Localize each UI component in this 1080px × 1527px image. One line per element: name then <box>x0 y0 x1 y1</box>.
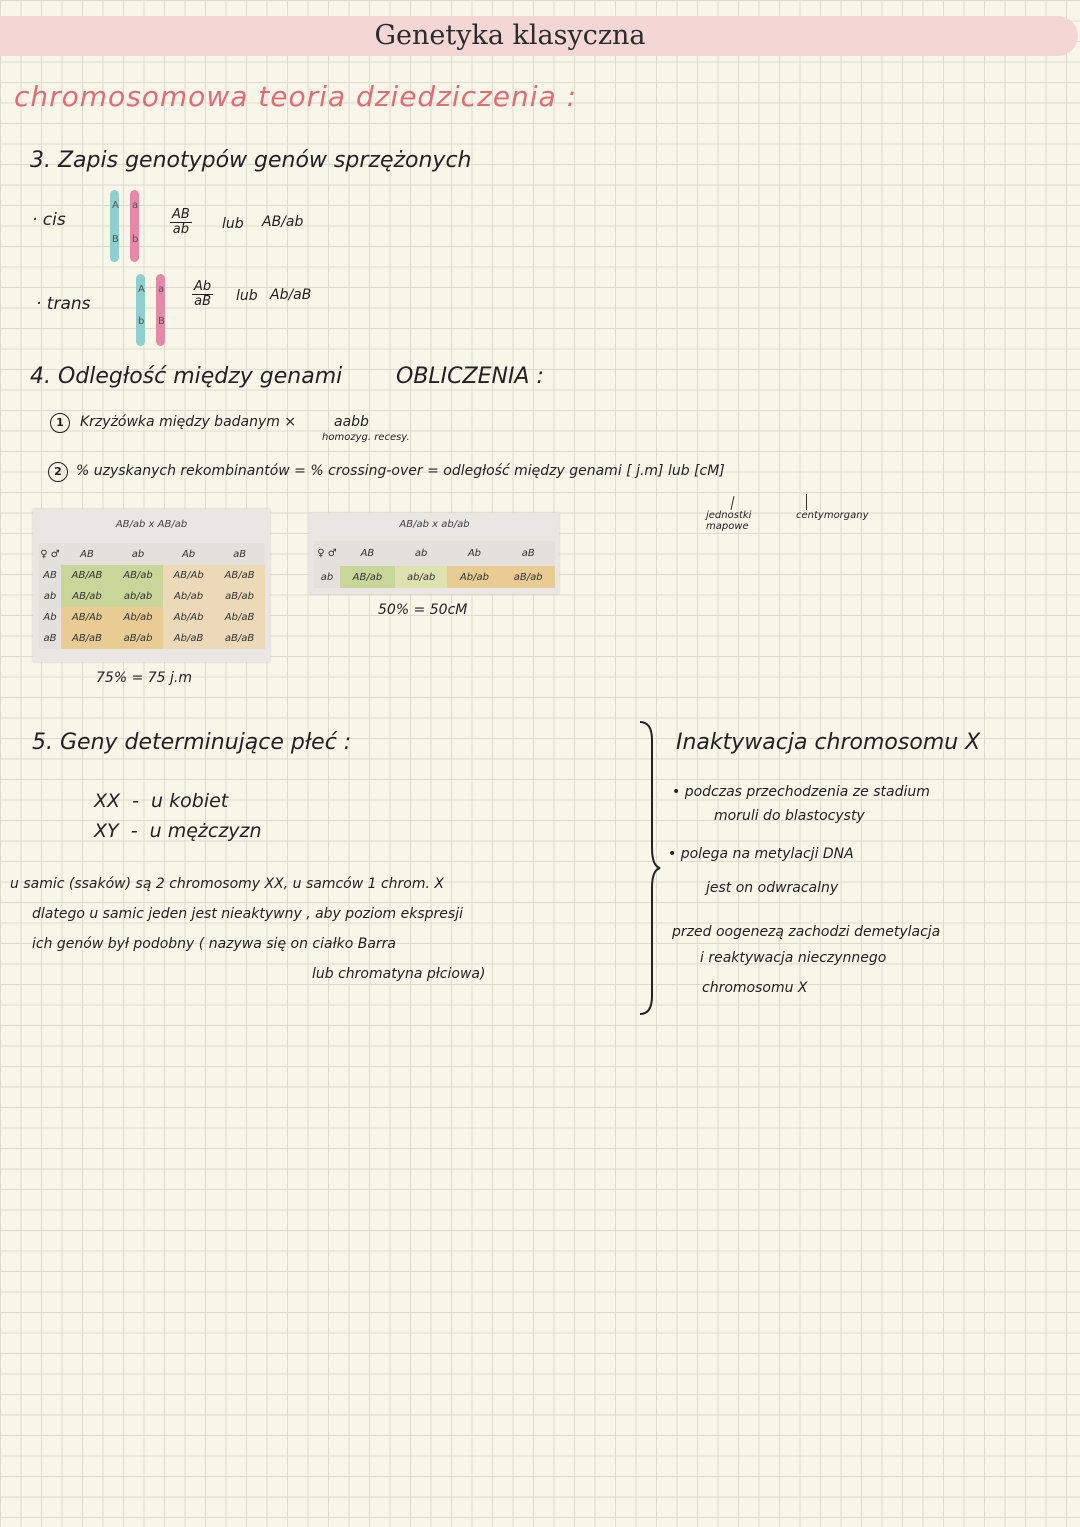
col-header: Ab <box>163 543 214 565</box>
trans-notation: Ab/aB <box>270 287 312 303</box>
section3-heading: 3. Zapis genotypów genów sprzężonych <box>30 148 472 173</box>
table-cell: AB/aB <box>214 565 265 586</box>
table-cell: aB/ab <box>214 586 265 607</box>
step1-genotype: aabb <box>334 414 369 430</box>
inactivation-para-line3: chromosomu X <box>702 980 808 996</box>
table-cell: AB/aB <box>61 628 113 649</box>
table-cell: Ab/Ab <box>163 607 214 628</box>
table-cell: Ab/ab <box>163 586 214 607</box>
inactivation-bullet2-line1: • polega na metylacji DNA <box>668 846 854 862</box>
page-title: Genetyka klasyczna <box>374 20 646 51</box>
punnett-photo-1 <box>33 509 270 662</box>
section5-heading: 5. Geny determinujące płeć : <box>32 730 352 755</box>
row-header: ab <box>314 566 340 588</box>
section4-heading: 4. Odległość między genami <box>30 364 343 389</box>
xy-line: XY - u mężczyzn <box>94 820 262 842</box>
step1-note: homozyg. recesy. <box>322 432 410 443</box>
cis-label: · cis <box>32 210 66 230</box>
row-header: Ab <box>39 607 61 628</box>
inactivation-para-line1: przed oogenezą zachodzi demetylacja <box>672 924 941 940</box>
allele: A <box>112 200 119 211</box>
table-cell: aB/ab <box>113 628 163 649</box>
col-header: ab <box>113 543 163 565</box>
inactivation-para-line2: i reaktywacja nieczynnego <box>700 950 887 966</box>
annotation-map-units: jednostki mapowe <box>706 510 752 532</box>
table-cell: aB/ab <box>501 566 555 588</box>
punnett-photo-2 <box>310 513 559 594</box>
table-cell: AB/Ab <box>163 565 214 586</box>
punnett-title: AB/ab x ab/ab <box>399 519 470 530</box>
allele: a <box>158 284 165 295</box>
trans-lub: lub <box>236 288 258 304</box>
punnett-table-2 <box>314 541 555 588</box>
table1-result: 75% = 75 j.m <box>96 670 192 686</box>
annotation-line <box>731 496 735 510</box>
step1-number: 1 <box>50 413 70 433</box>
row-header: aB <box>39 628 61 649</box>
cis-lub: lub <box>222 216 244 232</box>
section5-para-line1: u samic (ssaków) są 2 chromosomy XX, u samców 1 chrom. X <box>10 876 444 892</box>
cis-notation: AB/ab <box>262 214 304 230</box>
table2-result: 50% = 50cM <box>378 602 468 618</box>
section5-para-line3: ich genów był podobny ( nazywa się on ciałko Barra <box>32 936 396 952</box>
col-header: AB <box>61 543 113 565</box>
col-header: aB <box>501 541 555 566</box>
xx-line: XX - u kobiet <box>94 790 229 812</box>
cis-chromosome-pair <box>106 186 146 266</box>
annotation-centimorgans: centymorgany <box>796 510 869 521</box>
inactivation-bullet1-line2: moruli do blastocysty <box>714 808 865 824</box>
trans-fraction: $\frac{Ab}{aB}$ <box>194 279 212 309</box>
trans-chromosome-pair <box>132 270 172 350</box>
inactivation-heading: Inaktywacja chromosomu X <box>676 730 981 755</box>
corner-cell: ♀ ♂ <box>39 543 61 565</box>
allele: B <box>158 316 165 327</box>
allele: A <box>138 284 145 295</box>
step1-text: Krzyżówka między badanym × <box>80 414 297 430</box>
col-header: Ab <box>447 541 501 566</box>
col-header: ab <box>395 541 448 566</box>
table-cell: Ab/aB <box>163 628 214 649</box>
table-cell: Ab/aB <box>214 607 265 628</box>
col-header: AB <box>340 541 395 566</box>
inactivation-bullet1-line1: • podczas przechodzenia ze stadium <box>672 784 930 800</box>
allele: B <box>112 234 119 245</box>
corner-cell: ♀ ♂ <box>314 541 340 566</box>
table-cell: ab/ab <box>395 566 448 588</box>
annotation-line <box>806 494 807 510</box>
table-cell: AB/ab <box>61 586 113 607</box>
punnett-table-1 <box>39 543 265 649</box>
table-cell: AB/Ab <box>61 607 113 628</box>
table-cell: Ab/ab <box>113 607 163 628</box>
row-header: ab <box>39 586 61 607</box>
allele: a <box>132 200 139 211</box>
punnett-title: AB/ab x AB/ab <box>115 519 188 530</box>
cis-fraction: $\frac{AB}{ab}$ <box>172 207 190 237</box>
section5-para-line2: dlatego u samic jeden jest nieaktywny , aby poziom ekspresji <box>32 906 463 922</box>
table-cell: AB/ab <box>113 565 163 586</box>
section5-para-line4: lub chromatyna płciowa) <box>312 966 486 982</box>
table-cell: ab/ab <box>113 586 163 607</box>
calculations-label: OBLICZENIA : <box>396 364 544 389</box>
allele: b <box>138 316 145 327</box>
allele: b <box>132 234 139 245</box>
table-cell: AB/AB <box>61 565 113 586</box>
trans-label: · trans <box>36 294 91 314</box>
step2-number: 2 <box>48 462 68 482</box>
table-cell: Ab/ab <box>447 566 501 588</box>
step2-text: % uzyskanych rekombinantów = % crossing-over = odległość między genami [ j.m] lub [cM] <box>76 463 725 479</box>
curly-brace <box>636 720 664 1016</box>
row-header: AB <box>39 565 61 586</box>
table-cell: aB/aB <box>214 628 265 649</box>
topic-heading: chromosomowa teoria dziedziczenia : <box>14 80 578 113</box>
table-cell: AB/ab <box>340 566 395 588</box>
col-header: aB <box>214 543 265 565</box>
inactivation-bullet2-line2: jest on odwracalny <box>706 880 839 896</box>
